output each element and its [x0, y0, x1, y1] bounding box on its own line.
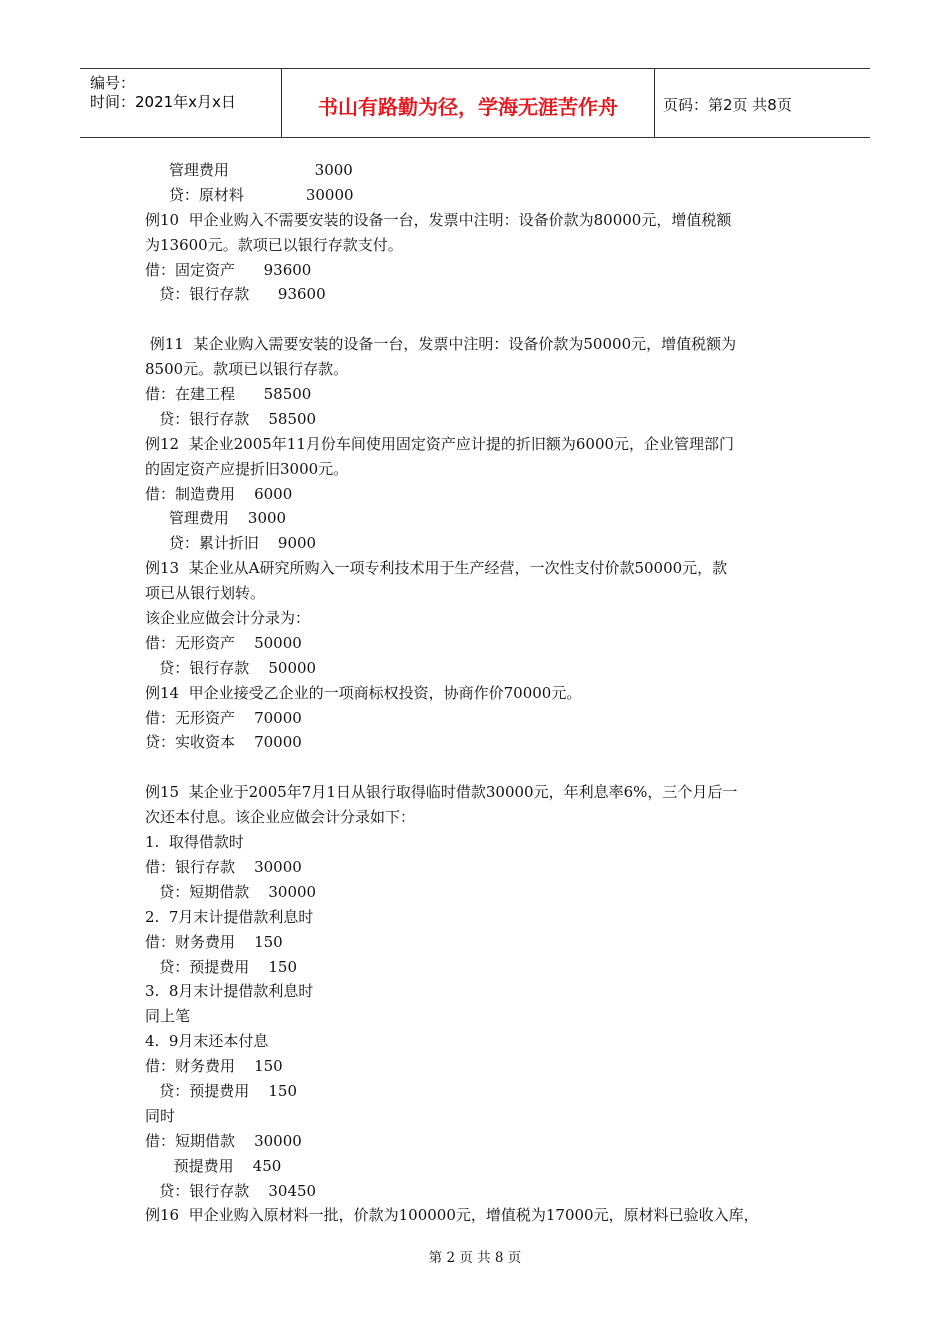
- text-line: 借：固定资产 93600: [145, 260, 312, 279]
- text-line: 贷：银行存款 50000: [145, 658, 317, 677]
- header-meta-cell: [80, 69, 282, 137]
- header-motto: 书山有路勤为径，学海无涯苦作舟: [318, 95, 618, 119]
- header-motto-cell: [282, 69, 655, 137]
- header-page-info: 页码：第2页 共8页: [663, 96, 792, 114]
- text-line: 贷：银行存款 58500: [145, 409, 317, 428]
- header-page-cell: [655, 69, 870, 137]
- text-line: 该企业应做会计分录为：: [145, 609, 311, 628]
- text-line: 预提费用 450: [145, 1156, 282, 1175]
- text-line: 管理费用 3000: [145, 161, 353, 179]
- text-line: 例10 甲企业购入不需要安装的设备一台，发票中注明：设备价款为80000元，增值税额: [145, 210, 732, 229]
- text-line: 贷：短期借款 30000: [145, 882, 317, 901]
- text-line: 1. 取得借款时: [145, 833, 244, 852]
- text-line: 例12 某企业2005年11月份车间使用固定资产应计提的折旧额为6000元，企业管理部门: [145, 434, 735, 453]
- text-line: 贷：实收资本 70000: [145, 733, 302, 752]
- text-line: 为13600元。款项已以银行存款支付。: [145, 235, 403, 254]
- text-line: 例15 某企业于2005年7月1日从银行取得临时借款30000元，年利息率6%，三个月后一: [145, 783, 738, 802]
- document-time-label: 时间：2021年x月x日: [90, 93, 236, 111]
- text-line: 项已从银行划转。: [145, 584, 266, 603]
- blank-line: [145, 755, 815, 780]
- text-line: 贷：预提费用 150: [145, 1081, 298, 1100]
- text-line: 4. 9月末还本付息: [145, 1032, 269, 1051]
- text-line: 借：制造费用 6000: [145, 484, 293, 503]
- text-line: 借：在建工程 58500: [145, 385, 312, 404]
- text-line: 借：银行存款 30000: [145, 857, 302, 876]
- text-line: 借：短期借款 30000: [145, 1131, 302, 1150]
- text-line: 例16 甲企业购入原材料一批，价款为100000元，增值税为17000元，原材料已验收入库，: [145, 1206, 759, 1225]
- text-line: 借：财务费用 150: [145, 1057, 283, 1076]
- document-number-label: 编号：: [90, 74, 136, 92]
- text-line: 贷：预提费用 150: [145, 957, 298, 976]
- text-line: 3. 8月末计提借款利息时: [145, 982, 314, 1001]
- text-line: 借：无形资产 50000: [145, 633, 302, 652]
- text-line: 贷：银行存款 30450: [145, 1181, 317, 1200]
- text-line: 例14 甲企业接受乙企业的一项商标权投资，协商作价70000元。: [145, 683, 582, 702]
- text-line: 例11 某企业购入需要安装的设备一台，发票中注明：设备价款为50000元，增值税额为: [145, 335, 737, 354]
- text-line: 的固定资产应提折旧3000元。: [145, 459, 349, 478]
- text-line: 次还本付息。该企业应做会计分录如下：: [145, 808, 416, 827]
- document-body: [145, 158, 815, 1228]
- page-footer: 第 2 页 共 8 页: [428, 1250, 522, 1266]
- text-line: 例13 某企业从A研究所购入一项专利技术用于生产经营，一次性支付价款50000元，款: [145, 559, 728, 578]
- text-line: 借：财务费用 150: [145, 932, 283, 951]
- text-line: 贷：累计折旧 9000: [145, 534, 317, 553]
- text-line: 贷：银行存款 93600: [145, 285, 326, 304]
- text-line: 同上笔: [145, 1007, 191, 1026]
- text-line: 借：无形资产 70000: [145, 708, 302, 727]
- text-line: 贷：原材料 30000: [145, 185, 354, 204]
- text-line: 2. 7月末计提借款利息时: [145, 907, 314, 926]
- text-line: 同时: [145, 1106, 176, 1125]
- text-line: 管理费用 3000: [145, 509, 287, 528]
- page-header: [80, 68, 870, 138]
- text-line: 8500元。款项已以银行存款。: [145, 360, 349, 379]
- blank-line: [145, 307, 815, 332]
